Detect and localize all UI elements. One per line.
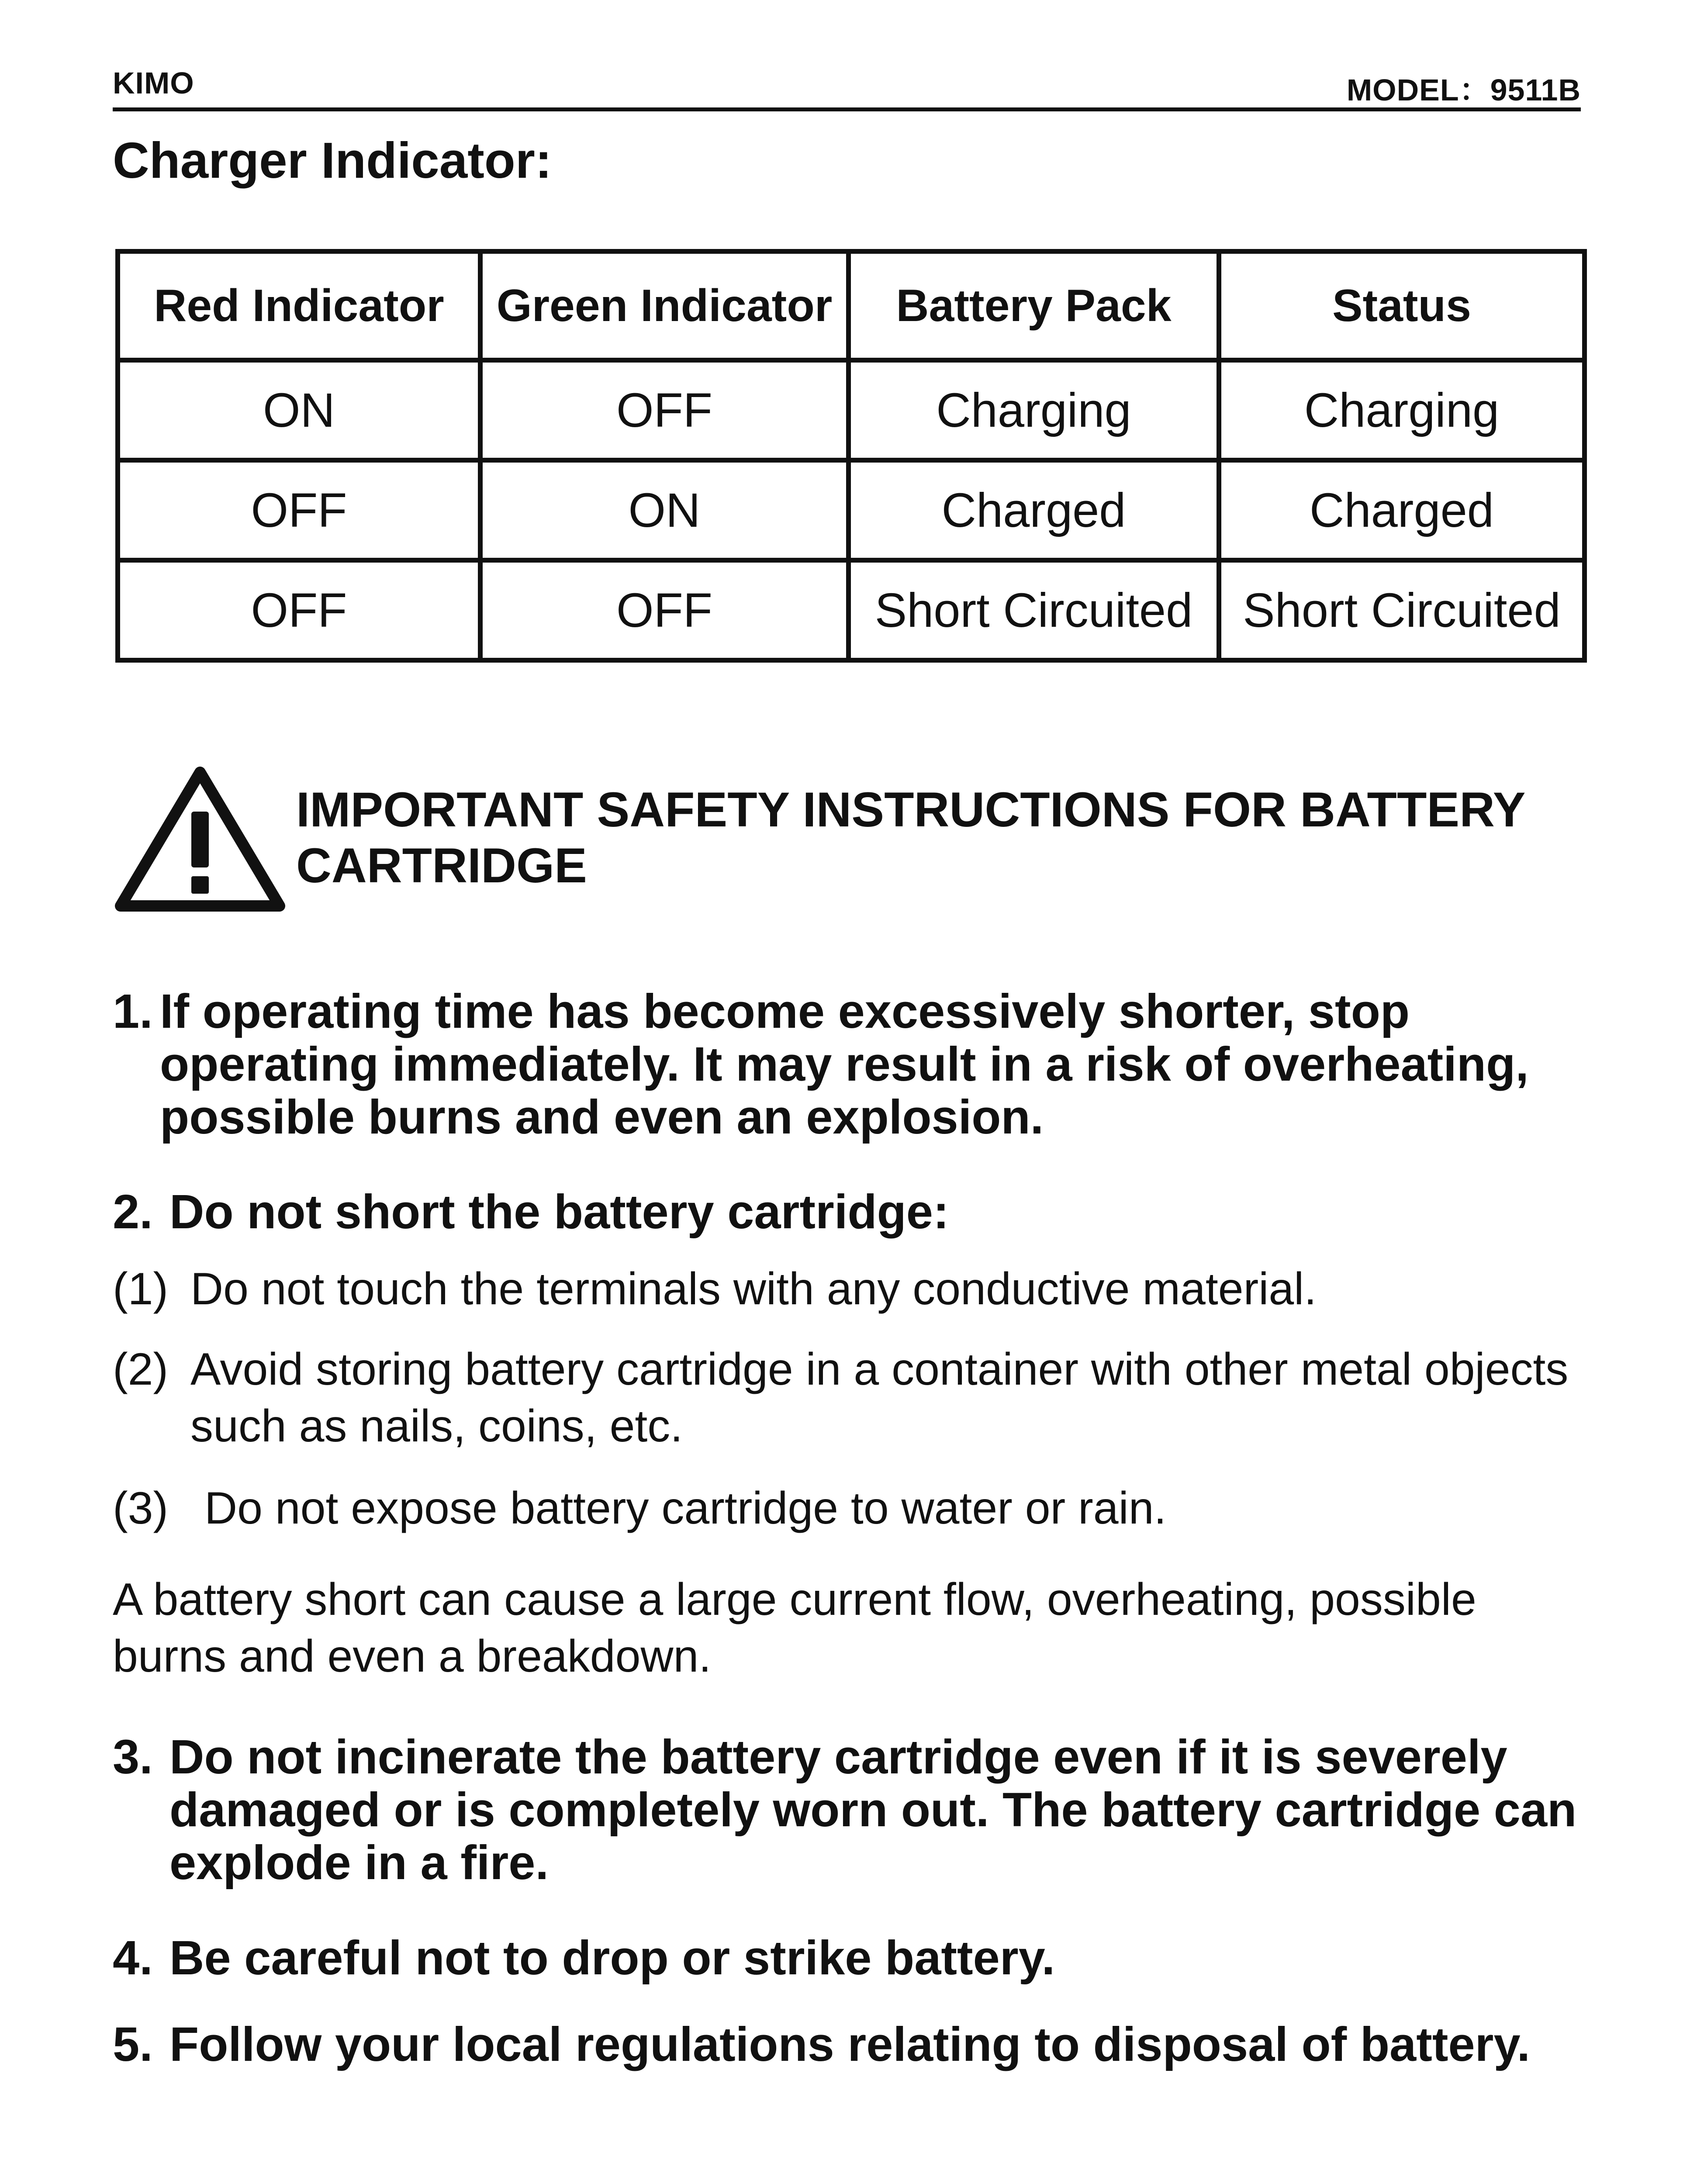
cell-battery-pack: Charging [849, 360, 1219, 460]
item-text: Follow your local regulations relating to disposal of battery. [169, 2018, 1531, 2071]
item-number: 5. [113, 2018, 153, 2071]
item-text: Do not short the battery cartridge: [169, 1185, 949, 1239]
item-text: Do not incinerate the battery cartridge even if it is severely damaged or is completely worn out. The battery cartridge can explode in a fire. [169, 1730, 1577, 1890]
warning-triangle-icon [113, 760, 287, 917]
cell-red: OFF [118, 560, 480, 660]
charger-indicator-table [115, 249, 1587, 663]
sub-item-text: Do not touch the terminals with any conductive material. [190, 1264, 1317, 1314]
cell-status: Charging [1219, 360, 1585, 460]
sub-item-number: (1) [113, 1264, 169, 1314]
cell-green: ON [480, 460, 849, 560]
sub-item-text: Do not expose battery cartridge to water or rain. [204, 1483, 1167, 1534]
table-header-row [118, 252, 1585, 360]
instruction-item-3 [113, 1731, 1598, 1889]
item-number: 4. [113, 1931, 153, 1985]
item-text: If operating time has become excessively shorter, stop operating immediately. It may result in a risk of overheating, possible burns and even an explosion. [160, 985, 1529, 1144]
table-row [118, 460, 1585, 560]
item-text: Be careful not to drop or strike battery. [169, 1931, 1055, 1985]
instruction-item-4 [113, 1932, 1598, 1984]
sub-item-1 [113, 1261, 1598, 1317]
cell-green: OFF [480, 560, 849, 660]
sub-item-number: (3) [113, 1483, 169, 1534]
model-number: MODEL：9511B [1346, 73, 1581, 107]
instruction-item-2 [113, 1185, 1598, 1238]
table-row [118, 560, 1585, 660]
cell-green: OFF [480, 360, 849, 460]
header-red-indicator: Red Indicator [118, 252, 480, 360]
sub-item-number: (2) [113, 1344, 169, 1395]
cell-battery-pack: Charged [849, 460, 1219, 560]
sub-item-2 [113, 1341, 1598, 1455]
header-battery-pack: Battery Pack [849, 252, 1219, 360]
safety-instructions-heading: IMPORTANT SAFETY INSTRUCTIONS FOR BATTERY CARTRIDGE [296, 782, 1525, 893]
cell-status: Short Circuited [1219, 560, 1585, 660]
instruction-item-5 [113, 2018, 1598, 2071]
section-title: Charger Indicator: [113, 132, 552, 189]
sub-item-text: Avoid storing battery cartridge in a container with other metal objects such as nails, coins, etc. [190, 1344, 1569, 1451]
header-divider [113, 107, 1581, 111]
item-number: 3. [113, 1730, 153, 1784]
header-green-indicator: Green Indicator [480, 252, 849, 360]
item-number: 1. [113, 985, 153, 1038]
header-status: Status [1219, 252, 1585, 360]
cell-battery-pack: Short Circuited [849, 560, 1219, 660]
cell-red: OFF [118, 460, 480, 560]
instruction-item-1 [113, 985, 1598, 1144]
battery-short-note: A battery short can cause a large current flow, overheating, possible burns and even a breakdown. [113, 1574, 1476, 1682]
sub-item-3 [113, 1480, 1598, 1537]
table-row [118, 360, 1585, 460]
cell-status: Charged [1219, 460, 1585, 560]
brand-name: KIMO [113, 66, 194, 100]
cell-red: ON [118, 360, 480, 460]
item-number: 2. [113, 1185, 153, 1239]
